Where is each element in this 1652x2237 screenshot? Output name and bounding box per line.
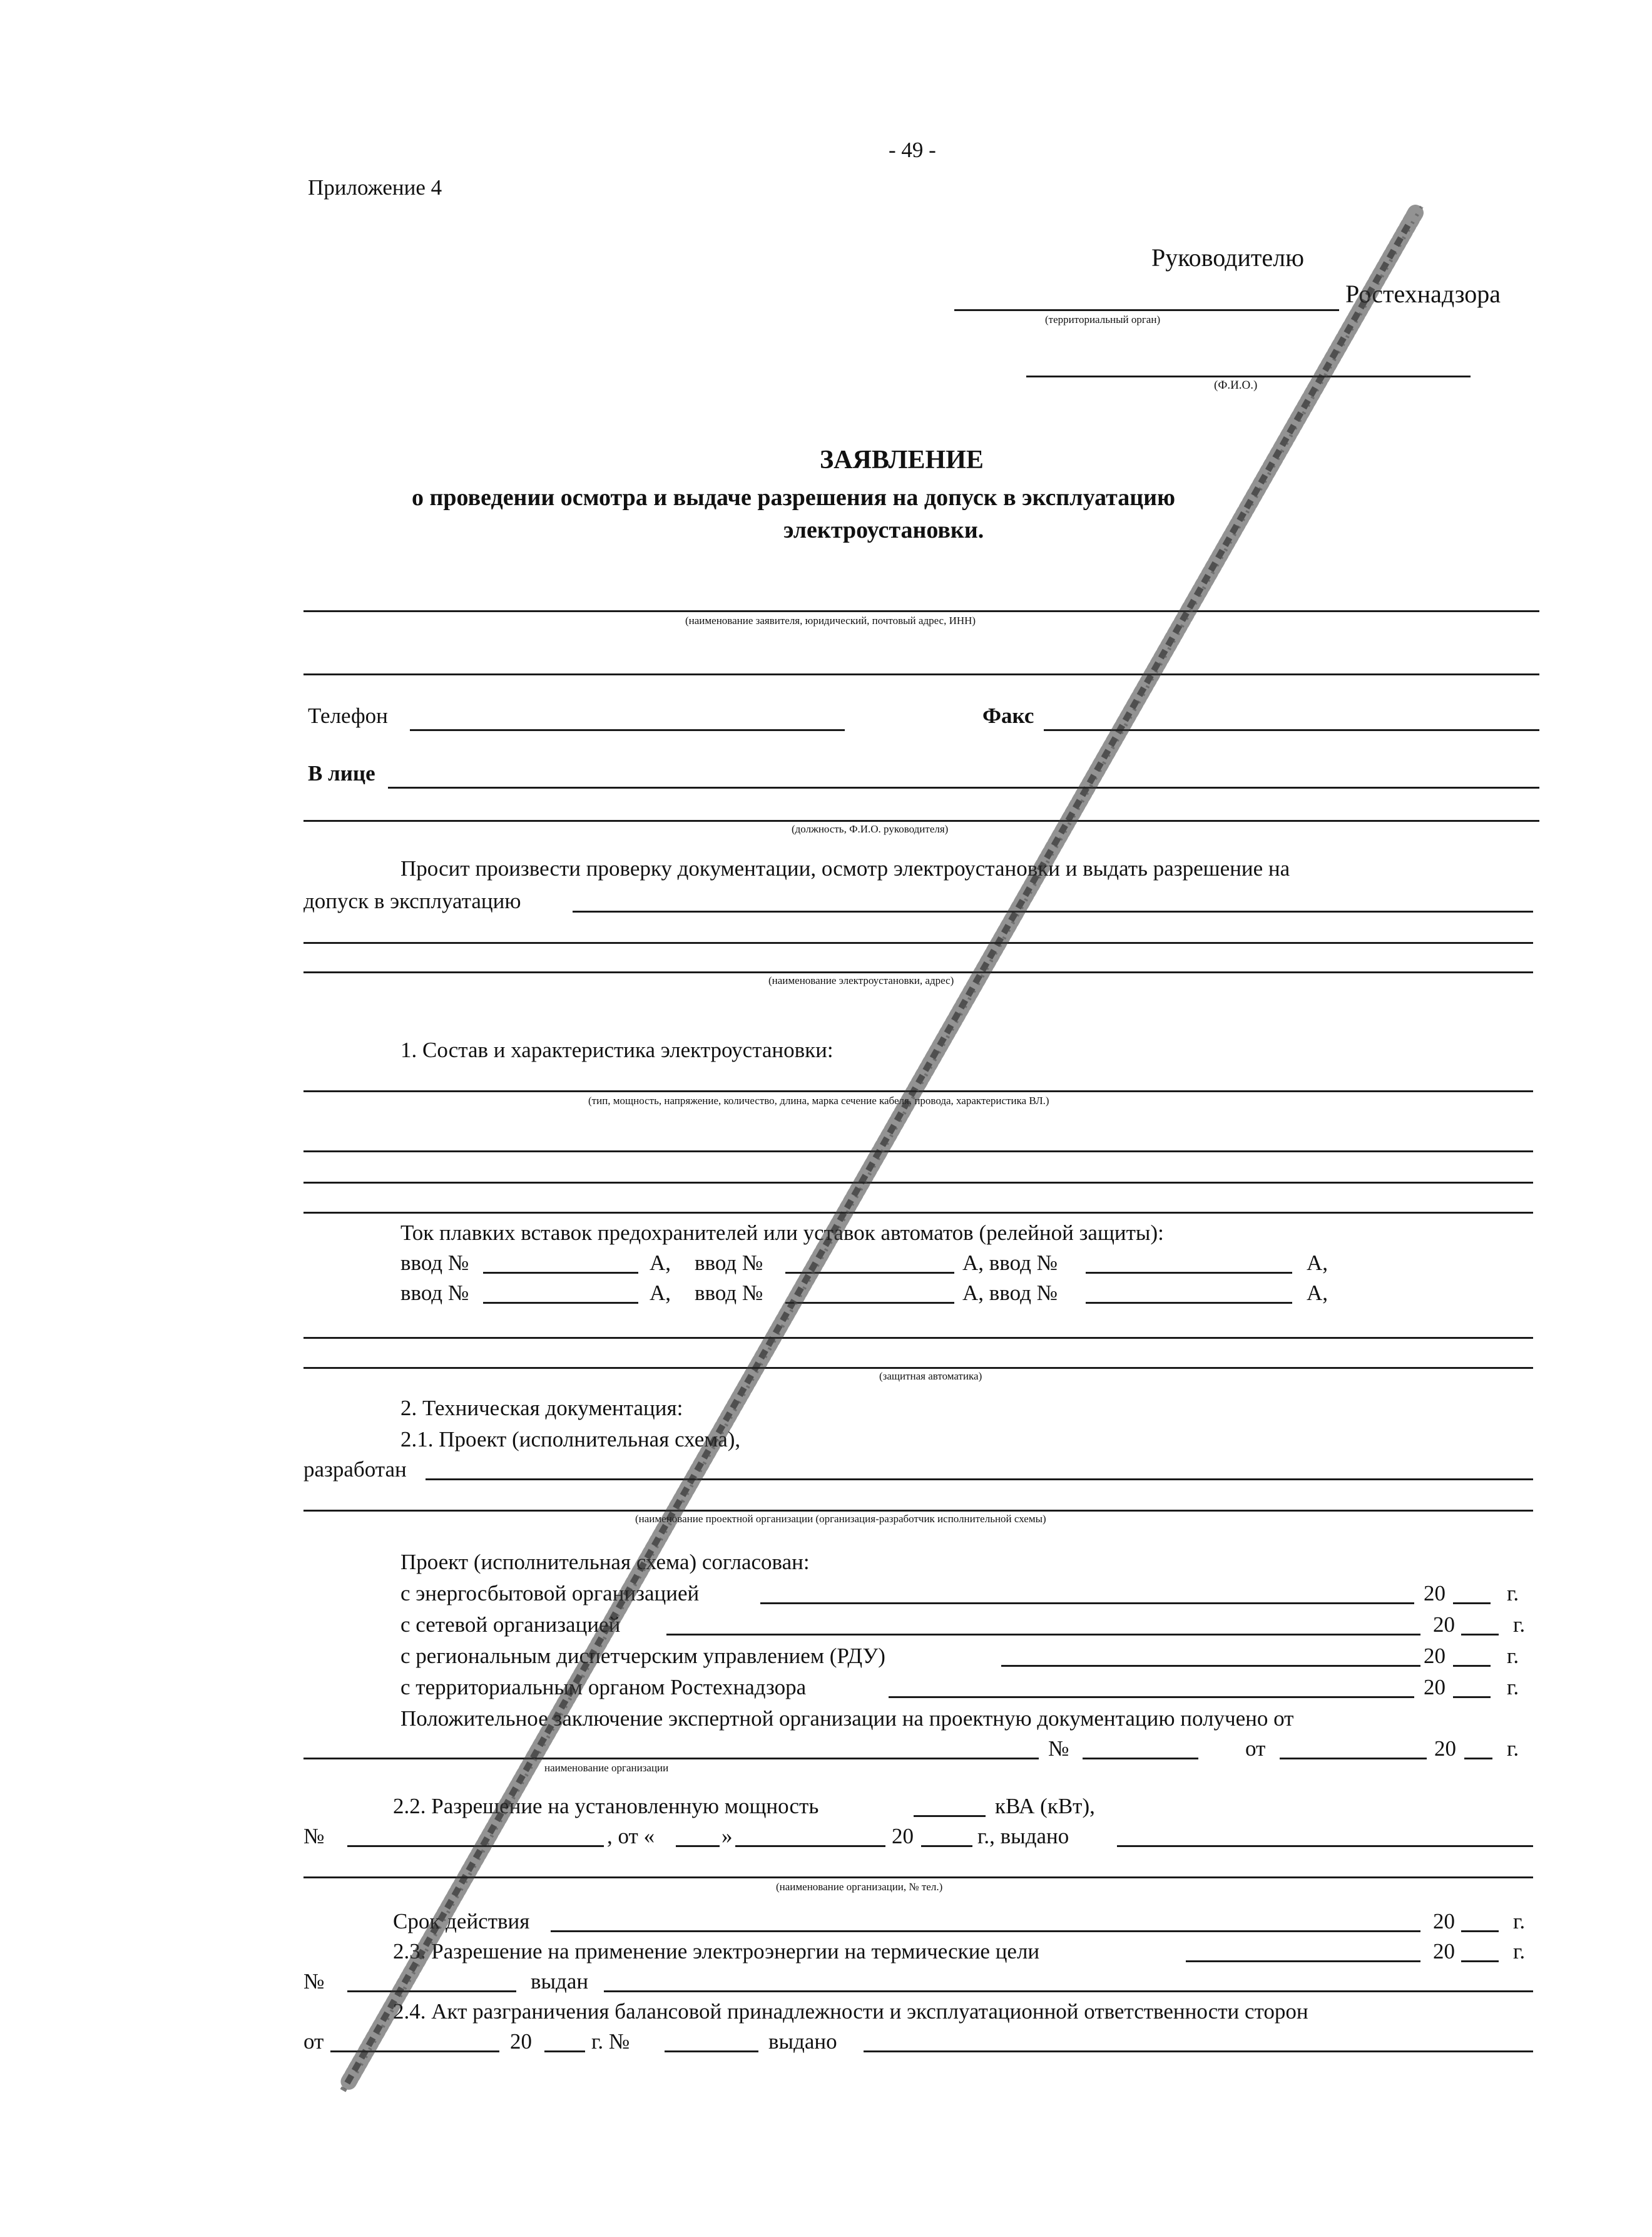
thermal-label: 2.3. Разрешение на применение электроэнергии на термические цели xyxy=(393,1939,1040,1963)
fax-field[interactable] xyxy=(1044,729,1539,731)
expert-date-field[interactable] xyxy=(1280,1758,1427,1759)
input-field[interactable] xyxy=(1086,1272,1292,1274)
installation-field[interactable] xyxy=(573,911,1533,913)
applicant-field xyxy=(303,610,1539,612)
year-suffix: г. xyxy=(1513,1939,1526,1963)
agree-row-field[interactable] xyxy=(889,1696,1414,1698)
amp-label: А, xyxy=(1307,1281,1328,1305)
act-issuer-field[interactable] xyxy=(864,2050,1533,2052)
year-prefix: 20 xyxy=(1434,1736,1456,1761)
addressee-org: Ростехнадзора xyxy=(1345,280,1501,308)
appendix-label: Приложение 4 xyxy=(308,175,442,200)
input-label: ввод № xyxy=(400,1251,469,1275)
permit-number-field[interactable] xyxy=(347,1845,604,1847)
year-suffix: г. xyxy=(1507,1675,1519,1699)
applicant-field-2 xyxy=(303,673,1539,675)
year-prefix: 20 xyxy=(1433,1909,1455,1933)
act-label: 2.4. Акт разграничения балансовой принадлежности и эксплуатационной ответственности сторон xyxy=(393,1999,1308,2024)
territorial-body-caption: (территориальный орган) xyxy=(1045,314,1161,325)
request-text-2: допуск в эксплуатацию xyxy=(303,889,521,913)
org-phone-caption: (наименование организации, № тел.) xyxy=(776,1881,943,1893)
agree-row-label: с территориальным органом Ростехнадзора xyxy=(400,1675,807,1699)
composition-field-4 xyxy=(303,1212,1533,1214)
power-permit-label: 2.2. Разрешение на установленную мощность xyxy=(393,1794,819,1818)
permit-day-field[interactable] xyxy=(676,1845,720,1847)
document-title: ЗАЯВЛЕНИЕ xyxy=(820,446,984,474)
input-field[interactable] xyxy=(785,1272,954,1274)
year-prefix: 20 xyxy=(1424,1675,1446,1699)
year-field[interactable] xyxy=(1453,1696,1491,1698)
act-number-field[interactable] xyxy=(665,2050,758,2052)
agree-row-label: с сетевой организацией xyxy=(400,1612,621,1637)
thermal-issuer-field[interactable] xyxy=(604,1990,1533,1992)
amp-label: А, xyxy=(650,1251,671,1275)
agree-row-field[interactable] xyxy=(1001,1665,1420,1667)
composition-caption: (тип, мощность, напряжение, количество, длина, марка сечение кабеля, провода, характеристика ВЛ.) xyxy=(588,1095,1049,1107)
permit-issuer-field-2 xyxy=(303,1876,1533,1878)
protection-caption: (защитная автоматика) xyxy=(879,1370,982,1382)
act-date-field[interactable] xyxy=(330,2050,499,2052)
territorial-body-field xyxy=(954,309,1339,311)
phone-label: Телефон xyxy=(308,704,388,728)
installation-field-3 xyxy=(303,971,1533,973)
year-suffix: г. xyxy=(1507,1736,1519,1761)
composition-field-3 xyxy=(303,1182,1533,1184)
agree-row-label: с региональным диспетчерским управлением (РДУ) xyxy=(400,1644,885,1668)
section1-heading: 1. Состав и характеристика электроустановки: xyxy=(400,1038,834,1062)
org-caption: наименование организации xyxy=(544,1762,669,1774)
year-field[interactable] xyxy=(1453,1665,1491,1667)
number-sign: № xyxy=(303,1969,325,1994)
year-field[interactable] xyxy=(1461,1960,1499,1962)
year-suffix: г. xyxy=(1513,1909,1526,1933)
year-field[interactable] xyxy=(1461,1634,1499,1636)
fuses-label: Ток плавких вставок предохранителей или уставок автоматов (релейной защиты): xyxy=(400,1221,1164,1245)
act-from-label: от xyxy=(303,2029,324,2054)
addressee-title: Руководителю xyxy=(1151,243,1304,272)
developer-field[interactable] xyxy=(426,1478,1533,1480)
number-sign: № xyxy=(1048,1736,1069,1761)
act-year-prefix: 20 xyxy=(510,2029,532,2054)
validity-field[interactable] xyxy=(551,1930,1420,1932)
issued-comma-label: г., выдано xyxy=(977,1824,1069,1848)
input-label: ввод № xyxy=(695,1251,763,1275)
agree-row-label: с энергосбытовой организацией xyxy=(400,1581,700,1605)
protection-field-2 xyxy=(303,1367,1533,1369)
amp-label: А, xyxy=(650,1281,671,1305)
input-field[interactable] xyxy=(785,1302,954,1304)
person-field[interactable] xyxy=(388,787,1539,789)
amp-label: А, xyxy=(1307,1251,1328,1275)
request-text-1: Просит произвести проверку документации, осмотр электроустановки и выдать разрешение на xyxy=(400,856,1290,881)
installation-caption: (наименование электроустановки, адрес) xyxy=(768,975,954,986)
fio-caption: (Ф.И.О.) xyxy=(1214,379,1258,392)
developer-caption: (наименование проектной организации (организация-разработчик исполнительной схемы) xyxy=(635,1513,1046,1525)
expert-number-field[interactable] xyxy=(1083,1758,1198,1759)
composition-field-1[interactable] xyxy=(303,1090,1533,1092)
person-label: В лице xyxy=(308,761,375,786)
person-caption: (должность, Ф.И.О. руководителя) xyxy=(792,823,949,835)
year-field[interactable] xyxy=(1461,1930,1499,1932)
validity-label: Срок действия xyxy=(393,1909,530,1933)
from-quote-label: , от « xyxy=(607,1824,655,1848)
year-field[interactable] xyxy=(921,1845,972,1847)
agree-row-field[interactable] xyxy=(760,1602,1414,1604)
input-label: ввод № xyxy=(400,1281,469,1305)
input-label: ввод № xyxy=(695,1281,763,1305)
input-field[interactable] xyxy=(1086,1302,1292,1304)
fax-label: Факс xyxy=(982,704,1034,728)
permit-issuer-field[interactable] xyxy=(1117,1845,1533,1847)
thermal-field[interactable] xyxy=(1186,1960,1420,1962)
developed-label: разработан xyxy=(303,1457,407,1482)
agree-row-field[interactable] xyxy=(666,1634,1420,1636)
year-suffix: г. xyxy=(1513,1612,1526,1637)
agreed-label: Проект (исполнительная схема) согласован: xyxy=(400,1550,810,1574)
kva-label: кВА (кВт), xyxy=(995,1794,1095,1818)
year-prefix: 20 xyxy=(1424,1644,1446,1668)
expert-text: Положительное заключение экспертной организации на проектную документацию получено от xyxy=(400,1706,1294,1731)
installation-field-2 xyxy=(303,942,1533,944)
fio-field xyxy=(1026,376,1471,377)
year-suffix: г. xyxy=(1507,1644,1519,1668)
year-field[interactable] xyxy=(1453,1602,1491,1604)
protection-field-1[interactable] xyxy=(303,1337,1533,1339)
year-field[interactable] xyxy=(1464,1758,1492,1759)
composition-field-2 xyxy=(303,1150,1533,1152)
issued-label: выдан xyxy=(531,1969,589,1994)
year-prefix: 20 xyxy=(1433,1612,1455,1637)
amp-input-label: А, ввод № xyxy=(962,1281,1058,1305)
amp-input-label: А, ввод № xyxy=(962,1251,1058,1275)
thermal-number-field[interactable] xyxy=(347,1990,516,1992)
act-issued-label: выдано xyxy=(768,2029,837,2054)
power-field[interactable] xyxy=(914,1815,986,1817)
developer-field-2 xyxy=(303,1510,1533,1512)
from-label: от xyxy=(1245,1736,1266,1761)
expert-org-field[interactable] xyxy=(303,1758,1039,1759)
permit-month-field[interactable] xyxy=(735,1845,885,1847)
number-sign: № xyxy=(303,1824,325,1848)
year-prefix: 20 xyxy=(892,1824,914,1848)
document-subtitle-2: электроустановки. xyxy=(783,517,984,543)
page-number: - 49 - xyxy=(889,138,936,162)
document-subtitle-1: о проведении осмотра и выдаче разрешения на допуск в эксплуатацию xyxy=(412,484,1176,511)
act-number-label: г. № xyxy=(591,2029,630,2054)
person-field-2 xyxy=(303,820,1539,822)
project-label: 2.1. Проект (исполнительная схема), xyxy=(400,1427,741,1451)
year-suffix: г. xyxy=(1507,1581,1519,1605)
input-field[interactable] xyxy=(483,1272,638,1274)
year-prefix: 20 xyxy=(1424,1581,1446,1605)
phone-field[interactable] xyxy=(410,729,845,731)
year-field[interactable] xyxy=(544,2050,585,2052)
applicant-caption: (наименование заявителя, юридический, почтовый адрес, ИНН) xyxy=(685,615,976,627)
year-prefix: 20 xyxy=(1433,1939,1455,1963)
input-field[interactable] xyxy=(483,1302,638,1304)
section2-heading: 2. Техническая документация: xyxy=(400,1396,683,1420)
close-quote: » xyxy=(721,1824,733,1848)
